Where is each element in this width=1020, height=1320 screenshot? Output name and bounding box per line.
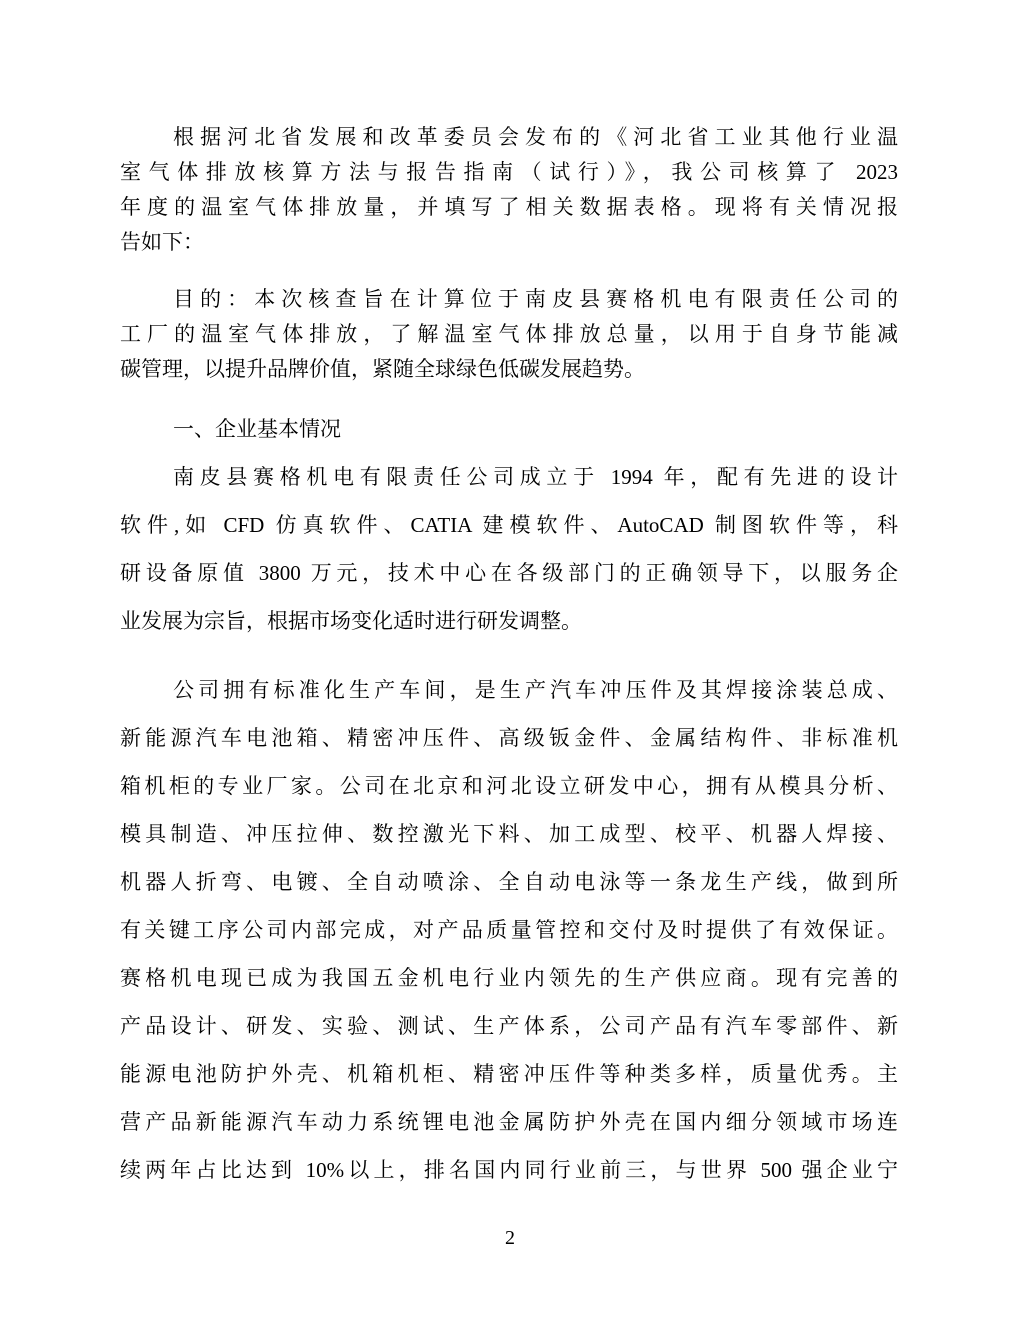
text-line: 模具制造、冲压拉伸、数控激光下料、加工成型、校平、机器人焊接、 [120, 822, 898, 846]
text-line: 告如下： [120, 230, 204, 254]
text-line: 软件,如 CFD 仿真软件、CATIA 建模软件、AutoCAD 制图软件等，科 [120, 513, 898, 537]
text-line: 新能源汽车电池箱、精密冲压件、高级钣金件、金属结构件、非标准机 [120, 726, 898, 750]
text-line: 续两年占比达到 10%以上，排名国内同行业前三，与世界 500 强企业宁 [120, 1158, 898, 1182]
text-line: 营产品新能源汽车动力系统锂电池金属防护外壳在国内细分领域市场连 [120, 1110, 898, 1134]
text-line: 年度的温室气体排放量，并填写了相关数据表格。现将有关情况报 [120, 195, 898, 219]
paragraph [120, 282, 898, 387]
section-heading [120, 412, 898, 447]
paragraph [120, 120, 898, 260]
text-line: 机器人折弯、电镀、全自动喷涂、全自动电泳等一条龙生产线，做到所 [120, 870, 898, 894]
text-line: 有关键工序公司内部完成，对产品质量管控和交付及时提供了有效保证。 [120, 918, 898, 942]
document-body [120, 120, 898, 1194]
paragraph [120, 453, 898, 645]
text-line: 南皮县赛格机电有限责任公司成立于 1994 年，配有先进的设计 [173, 465, 898, 489]
page-footer [0, 1228, 1020, 1249]
text-line: 根据河北省发展和改革委员会发布的《河北省工业其他行业温 [173, 125, 898, 149]
text-line: 目的：本次核查旨在计算位于南皮县赛格机电有限责任公司的 [173, 287, 898, 311]
text-line: 碳管理，以提升品牌价值，紧随全球绿色低碳发展趋势。 [120, 357, 645, 381]
text-line: 业发展为宗旨，根据市场变化适时进行研发调整。 [120, 609, 582, 633]
text-line: 室气体排放核算方法与报告指南（试行）》，我公司核算了 2023 [120, 160, 898, 184]
text-line: 箱机柜的专业厂家。公司在北京和河北设立研发中心，拥有从模具分析、 [120, 774, 898, 798]
text-line: 公司拥有标准化生产车间，是生产汽车冲压件及其焊接涂装总成、 [173, 678, 898, 702]
text-line: 赛格机电现已成为我国五金机电行业内领先的生产供应商。现有完善的 [120, 966, 898, 990]
text-line: 工厂的温室气体排放，了解温室气体排放总量，以用于自身节能减 [120, 322, 898, 346]
text-line: 能源电池防护外壳、机箱机柜、精密冲压件等种类多样，质量优秀。主 [120, 1062, 898, 1086]
paragraph [120, 666, 898, 1194]
heading-text: 一、企业基本情况 [173, 417, 341, 441]
text-line: 研设备原值 3800 万元，技术中心在各级部门的正确领导下，以服务企 [120, 561, 898, 585]
text-line: 产品设计、研发、实验、测试、生产体系，公司产品有汽车零部件、新 [120, 1014, 898, 1038]
page-number: 2 [505, 1227, 515, 1249]
